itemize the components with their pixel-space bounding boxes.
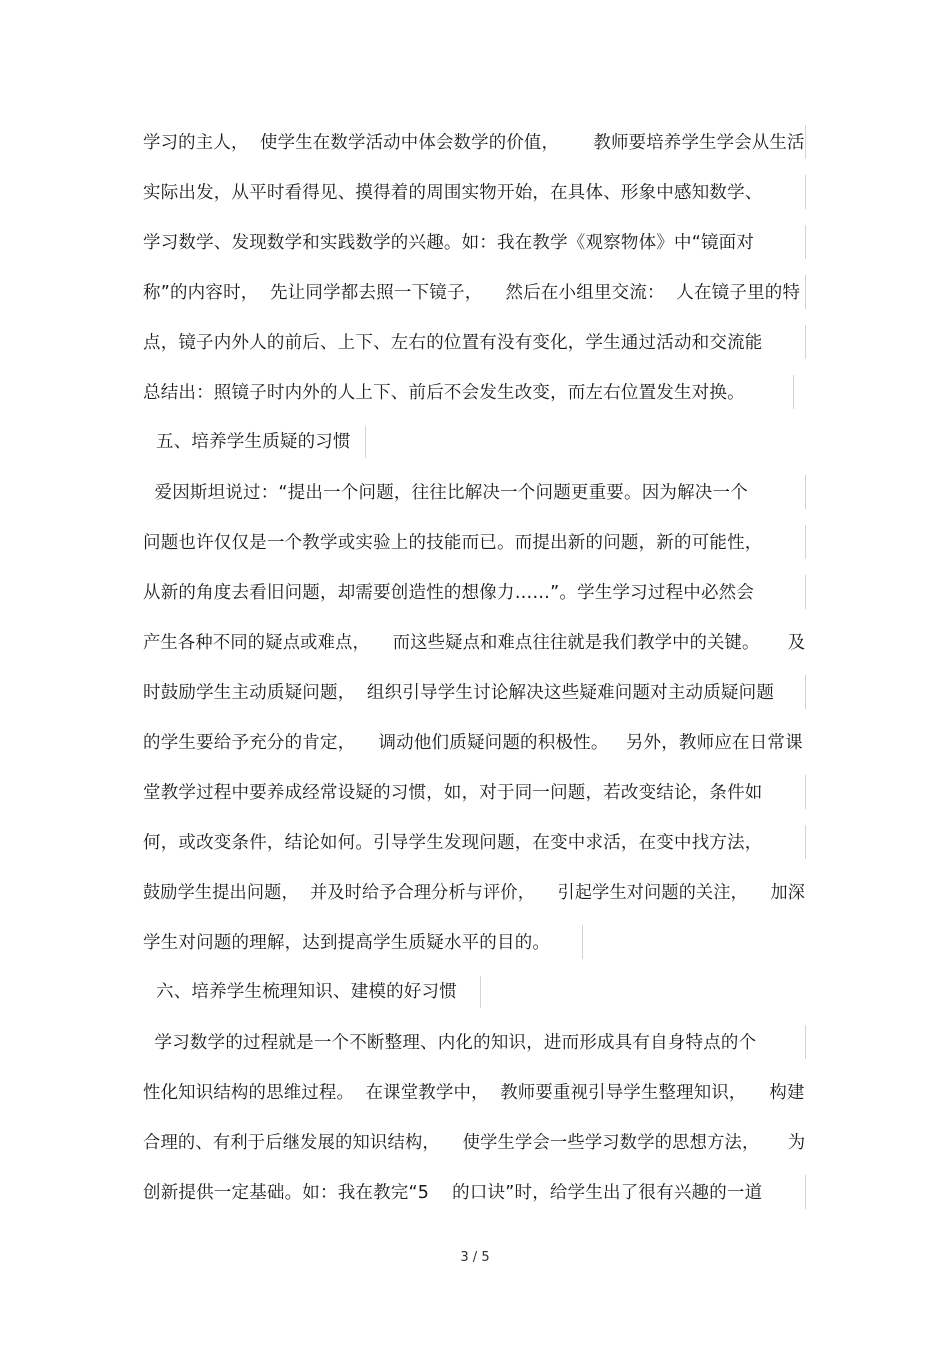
line-edge-rule: [805, 275, 806, 309]
section-heading: 五、培养学生质疑的习惯: [156, 432, 351, 452]
line-edge-rule: [805, 1175, 806, 1209]
line-edge-rule: [793, 375, 794, 409]
section-heading: 六、培养学生梳理知识、建模的好习惯: [156, 982, 457, 1002]
page-number: 3 / 5: [460, 1250, 490, 1265]
line-edge-rule: [805, 325, 806, 359]
text-line: 的学生要给予充分的肯定， 调动他们质疑问题的积极性。 另外，教师应在日常课: [143, 733, 803, 753]
text-line: 合理的、有利于后继发展的知识结构， 使学生学会一些学习数学的思想方法， 为: [143, 1133, 806, 1153]
text-line: 何，或改变条件，结论如何。引导学生发现问题，在变中求活，在变中找方法，: [143, 833, 763, 853]
text-line: 问题也许仅仅是一个教学或实验上的技能而已。而提出新的问题，新的可能性，: [143, 533, 763, 553]
line-edge-rule: [582, 925, 583, 959]
line-edge-rule: [805, 825, 806, 859]
line-edge-rule: [805, 575, 806, 609]
text-line: 性化知识结构的思维过程。 在课堂教学中， 教师要重视引导学生整理知识， 构建: [143, 1083, 805, 1103]
text-line: 时鼓励学生主动质疑问题， 组织引导学生讨论解决这些疑难问题对主动质疑问题: [143, 683, 775, 703]
text-line: 产生各种不同的疑点或难点， 而这些疑点和难点往往就是我们教学中的关键。 及: [143, 633, 806, 653]
line-edge-rule: [805, 675, 806, 709]
text-line: 总结出：照镜子时内外的人上下、前后不会发生改变，而左右位置发生对换。: [143, 383, 745, 403]
text-line: 学习的主人， 使学生在数学活动中体会数学的价值， 教师要培养学生学会从生活: [143, 133, 805, 153]
text-line: 称”的内容时， 先让同学都去照一下镜子， 然后在小组里交流： 人在镜子里的特: [143, 283, 801, 303]
line-edge-rule: [805, 125, 806, 159]
line-edge-rule: [805, 1025, 806, 1059]
line-edge-rule: [805, 775, 806, 809]
line-edge-rule: [805, 225, 806, 259]
line-edge-rule: [805, 475, 806, 509]
text-line: 从新的角度去看旧问题，却需要创造性的想像力……”。学生学习过程中必然会: [143, 583, 755, 603]
text-line: 实际出发，从平时看得见、摸得着的周围实物开始，在具体、形象中感知数学、: [143, 183, 763, 203]
heading-edge-rule: [365, 426, 366, 458]
text-line: 学习数学的过程就是一个不断整理、内化的知识，进而形成具有自身特点的个: [143, 1033, 757, 1053]
text-line: 点，镜子内外人的前后、上下、左右的位置有没有变化，学生通过活动和交流能: [143, 333, 763, 353]
heading-edge-rule: [480, 976, 481, 1008]
text-line: 学习数学、发现数学和实践数学的兴趣。如：我在教学《观察物体》中“镜面对: [143, 233, 755, 253]
text-line: 学生对问题的理解，达到提高学生质疑水平的目的。: [143, 933, 551, 953]
text-line: 鼓励学生提出问题， 并及时给予合理分析与评价， 引起学生对问题的关注， 加深: [143, 883, 806, 903]
line-edge-rule: [805, 525, 806, 559]
text-line: 堂教学过程中要养成经常设疑的习惯，如，对于同一问题，若改变结论，条件如: [143, 783, 763, 803]
text-line: 爱因斯坦说过：“提出一个问题，往往比解决一个问题更重要。因为解决一个: [143, 483, 748, 503]
line-edge-rule: [805, 175, 806, 209]
text-line: 创新提供一定基础。如：我在教完“5 的口诀”时，给学生出了很有兴趣的一道: [143, 1183, 763, 1203]
